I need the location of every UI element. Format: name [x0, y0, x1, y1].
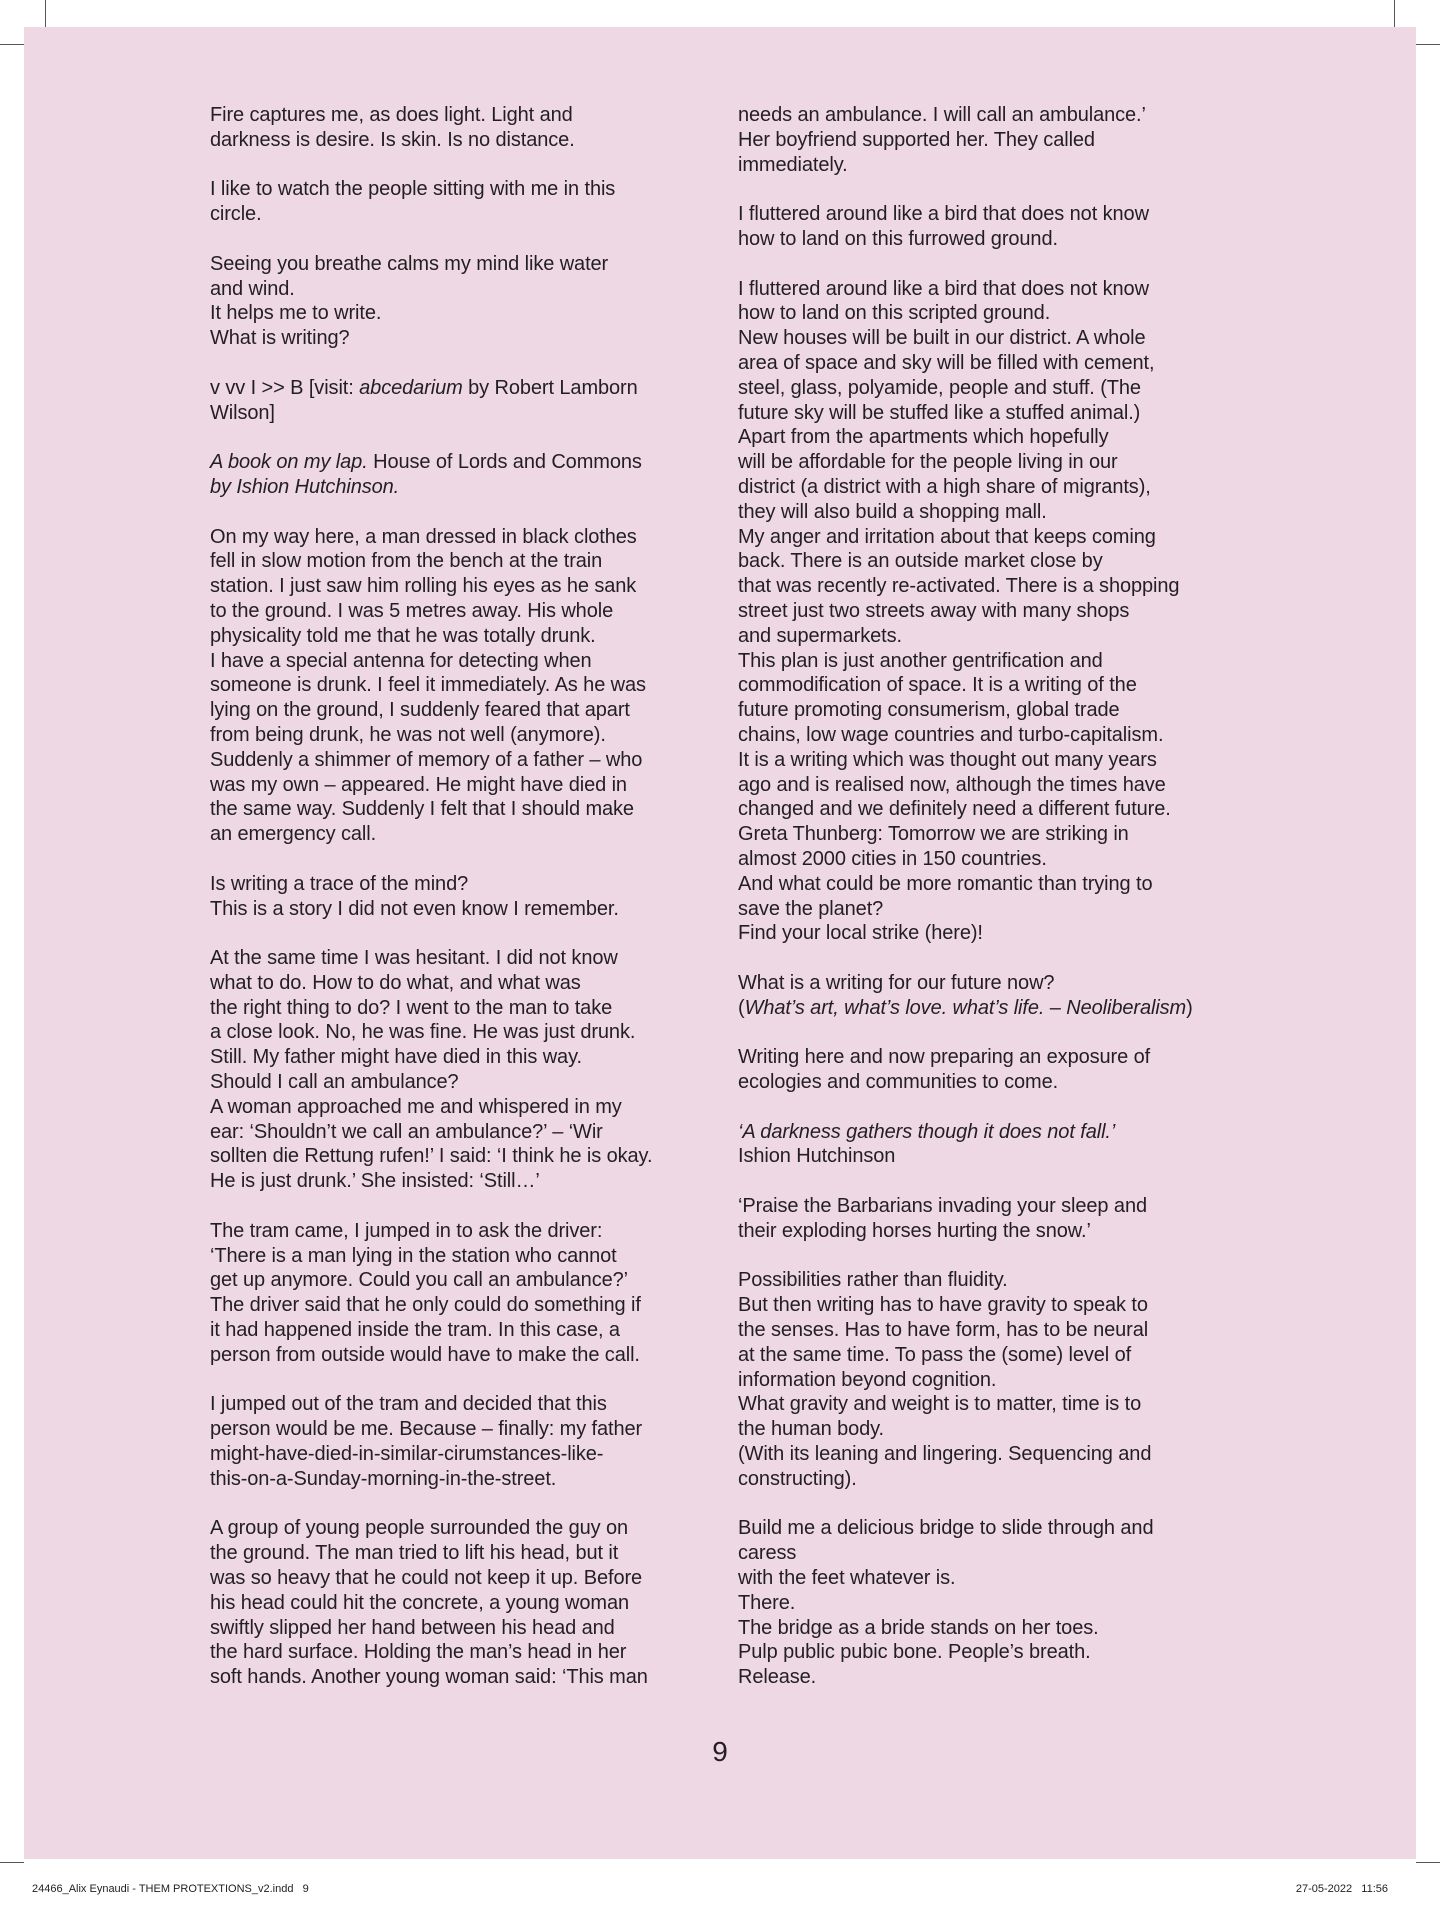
crop-mark-top-left-v	[45, 0, 46, 27]
book-title: abcedarium	[359, 376, 463, 399]
crop-mark-top-right-h	[1416, 44, 1440, 45]
paragraph: Seeing you breathe calms my mind like water and wind. It helps me to write. What is writing?	[210, 252, 609, 350]
paragraph: On my way here, a man dressed in black clothes fell in slow motion from the bench at the train station. I just saw him rolling his eyes as he sank to the ground. I was 5 metres away. His whole physicality told me that he was totally drunk. I have a special antenna for detecting when someone is drunk. I feel it immediately. As he was lying on the ground, I suddenly feared that apart from being drunk, he was not well (anymore). Suddenly a shimmer of memory of a father – who was my own – appeared. He might have died in the same way. Suddenly I felt that I should make an emergency call.	[210, 525, 646, 846]
paragraph	[738, 1120, 1248, 1170]
text-span: v vv I >> B [visit:	[210, 376, 360, 399]
paragraph: Writing here and now preparing an exposure of ecologies and communities to come.	[738, 1046, 1151, 1094]
crop-mark-bottom-right-h	[1416, 1862, 1440, 1863]
paragraph: Build me a delicious bridge to slide through and caress with the feet whatever is. There. The bridge as a bride stands on her toes. Pulp public pubic bone. People’s breath. Release.	[738, 1517, 1154, 1689]
paragraph: needs an ambulance. I will call an ambulance.’ Her boyfriend supported her. They called immediately.	[738, 104, 1146, 176]
italic-text: A book on my lap.	[210, 451, 368, 474]
paragraph: A group of young people surrounded the guy on the ground. The man tried to lift his head, but it was so heavy that he could not keep it up. Before his head could hit the concrete, a young woman swiftly slipped her hand between his head and the hard surface. Holding the man’s head in her soft hands. Another young woman said: ‘This man	[210, 1517, 648, 1689]
italic-text: What’s art, what’s love. what’s life. – Neoliberalism	[744, 996, 1187, 1019]
crop-mark-bottom-left-h	[0, 1862, 24, 1863]
paragraph: Fire captures me, as does light. Light and darkness is desire. Is skin. Is no distance.	[210, 104, 575, 151]
slug-file-info: 24466_Alix Eynaudi - THEM PROTEXTIONS_v2.indd 9	[32, 1883, 309, 1895]
quote-author: Ishion Hutchinson	[738, 1145, 896, 1168]
text-span: House of Lords and Commons	[373, 451, 642, 474]
paragraph: ‘Praise the Barbarians invading your sleep and their exploding horses hurting the snow.’	[738, 1195, 1147, 1242]
paragraph: At the same time I was hesitant. I did not know what to do. How to do what, and what was the right thing to do? I went to the man to take a close look. No, he was fine. He was just drunk. Still. My father might have died in this way. Should I call an ambulance? A woman approached me and whispered in my ear: ‘Shouldn’t we call an ambulance?’ – ‘Wir sollten die Rettung rufen!’ I said: ‘I think he is okay. He is just drunk.’ She insisted: ‘Still…’	[210, 947, 653, 1193]
text-span: What is a writing for our future now?	[738, 971, 1055, 994]
paragraph: I fluttered around like a bird that does not know how to land on this furrowed ground.	[738, 203, 1149, 250]
italic-text: by Ishion Hutchinson.	[210, 475, 400, 498]
text-span: )	[1186, 996, 1193, 1019]
paragraph: I like to watch the people sitting with me in this circle.	[210, 178, 616, 226]
text-span: by Robert Lamborn Wilson]	[210, 376, 638, 424]
crop-mark-top-right-v	[1394, 0, 1395, 27]
right-column	[738, 103, 1248, 1690]
left-column	[210, 103, 710, 1690]
slug-date-info: 27-05-2022 11:56	[1295, 1883, 1388, 1895]
paragraph: The tram came, I jumped in to ask the driver: ‘There is a man lying in the station who cannot get up anymore. Could you call an ambulance?’ The driver said that he only could do something if it had happened inside the tram. In this case, a person from outside would have to make the call.	[210, 1219, 641, 1366]
paragraph: I fluttered around like a bird that does not know how to land on this scripted ground. New houses will be built in our district. A whole area of space and sky will be filled with cement, steel, glass, polyamide, people and stuff. (The future sky will be stuffed like a stuffed animal.) Apart from the apartments which hopefully will be affordable for the people living in our district (a district with a high share of migrants), they will also build a shopping mall. My anger and irritation about that keeps coming back. There is an outside market close by that was recently re-activated. There is a shopping street just two streets away with many shops and supermarkets. This plan is just another gentrification and commodification of space. It is a writing of the future promoting consumerism, global trade chains, low wage countries and turbo-capitalism. It is a writing which was thought out many years ago and is realised now, although the times have changed and we definitely need a different future. Greta Thunberg: Tomorrow we are striking in almost 2000 cities in 150 countries. And what could be more romantic than trying to save the planet? Find your local strike (here)!	[738, 277, 1180, 945]
paragraph: Possibilities rather than fluidity. But then writing has to have gravity to speak to the senses. Has to have form, has to be neural at the same time. To pass the (some) level of information beyond cognition. What gravity and weight is to matter, time is to the human body. (With its leaning and lingering. Sequencing and constructing).	[738, 1269, 1152, 1490]
page-number: 9	[712, 1736, 728, 1767]
paragraph	[738, 971, 1248, 1021]
paragraph	[210, 376, 710, 426]
paragraph: I jumped out of the tram and decided that this person would be me. Because – finally: my father might-have-died-in-similar-cirumstances-like- this-on-a-Sunday-morning-in-the-street.	[210, 1393, 643, 1490]
crop-mark-top-left-h	[0, 44, 24, 45]
paragraph	[210, 450, 710, 500]
text-span: (	[738, 996, 745, 1019]
paragraph: Is writing a trace of the mind? This is a story I did not even know I remember.	[210, 872, 619, 920]
quote: ‘A darkness gathers though it does not fall.’	[738, 1120, 1116, 1143]
